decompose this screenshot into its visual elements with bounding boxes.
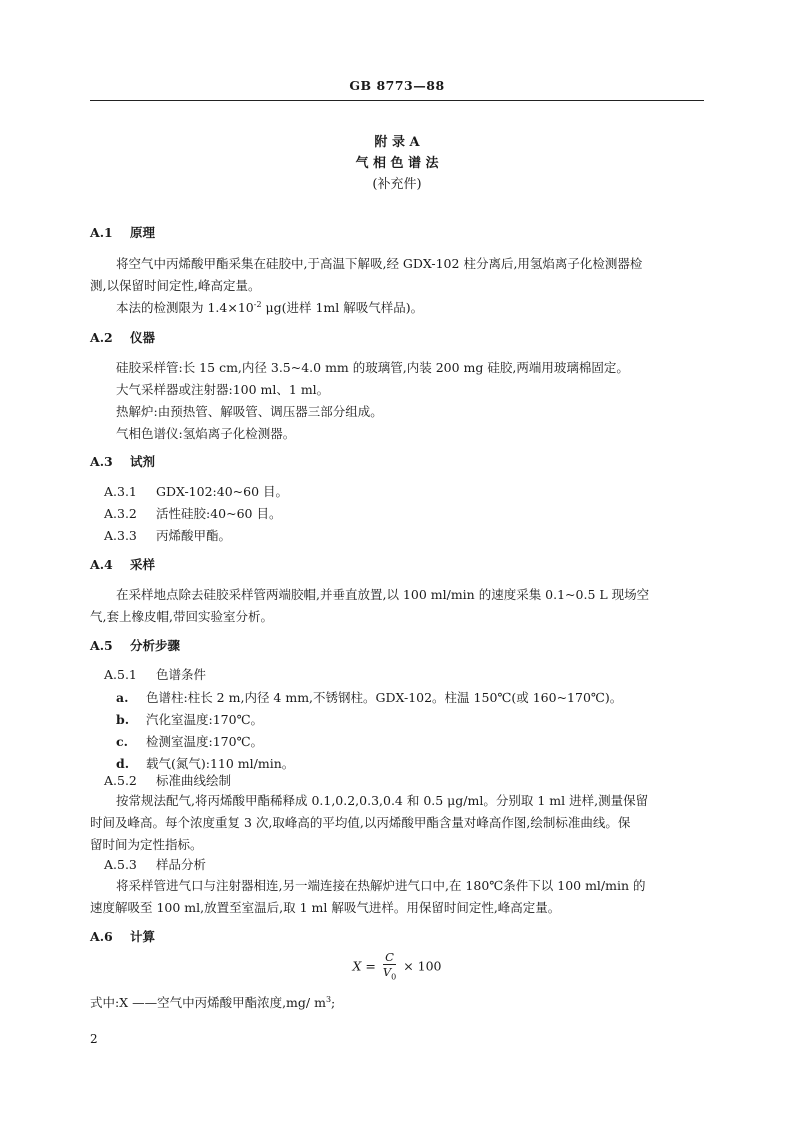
document-header: GB 8773—88: [349, 78, 445, 93]
reagent-item: [104, 526, 231, 544]
section-title: 采样: [130, 557, 156, 572]
formula-fraction: [383, 950, 396, 984]
a1-paragraph-line2: 测,以保留时间定性,峰高定量。: [90, 278, 261, 293]
reagent-number: A.3.3: [104, 528, 137, 543]
a5-2-paragraph-line3: 留时间为定性指标。: [90, 837, 203, 852]
condition-item: [116, 710, 263, 728]
formula-denominator: [383, 965, 396, 984]
instrument-line: 大气采样器或注射器:100 ml、1 ml。: [116, 382, 330, 397]
section-number: A.4: [90, 557, 113, 572]
where-text: 式中:X ——空气中丙烯酸甲酯浓度,mg/ m: [90, 995, 326, 1010]
detection-limit-exponent: -2: [253, 299, 262, 309]
subsection-title: 色谱条件: [156, 667, 207, 682]
instrument-line: 气相色谱仪:氢焰离子化检测器。: [116, 426, 296, 441]
section-number: A.6: [90, 929, 113, 944]
section-title: 仪器: [130, 330, 156, 345]
a5-3-paragraph-line2: 速度解吸至 100 ml,放置至室温后,取 1 ml 解吸气进样。用保留时间定性,峰高定量。: [90, 900, 561, 915]
a4-paragraph-line1: 在采样地点除去硅胶采样管两端胶帽,并垂直放置,以 100 ml/min 的速度采集 0.1~0.5 L 现场空: [116, 587, 650, 602]
supplement-note: (补充件): [372, 177, 422, 192]
formula-rhs: × 100: [403, 958, 442, 974]
section-a5-heading: [90, 636, 180, 654]
item-text: 汽化室温度:170℃。: [146, 712, 264, 727]
denominator-subscript: 0: [391, 972, 397, 982]
a5-2-paragraph-line2: 时间及峰高。每个浓度重复 3 次,取峰高的平均值,以丙烯酸甲酯含量对峰高作图,绘制标准曲线。保: [90, 815, 631, 830]
section-a3-heading: [90, 452, 155, 470]
subsection-number: A.5.3: [104, 857, 137, 872]
reagent-text: 活性硅胶:40~60 目。: [156, 506, 282, 521]
item-marker: a.: [116, 690, 129, 705]
method-title: 气 相 色 谱 法: [355, 156, 439, 171]
where-exponent: 3: [325, 994, 332, 1004]
denominator-symbol: V: [382, 965, 392, 979]
reagent-item: [104, 504, 281, 522]
formula-where-clause: [90, 993, 335, 1011]
item-text: 载气(氮气):110 ml/min。: [146, 756, 295, 771]
subsection-a5-2-heading: [104, 771, 231, 789]
subsection-a5-1-heading: [104, 665, 206, 683]
formula-lhs: X =: [352, 958, 376, 974]
reagent-number: A.3.1: [104, 484, 137, 499]
subsection-number: A.5.2: [104, 773, 137, 788]
condition-item: [116, 732, 263, 750]
section-a1-heading: [90, 223, 155, 241]
subsection-title: 标准曲线绘制: [156, 773, 232, 788]
subsection-title: 样品分析: [156, 857, 207, 872]
a1-detection-limit: [116, 298, 423, 316]
a5-2-paragraph-line1: 按常规法配气,将丙烯酸甲酯稀释成 0.1,0.2,0.3,0.4 和 0.5 μg/ml。分别取 1 ml 进样,测量保留: [116, 793, 649, 808]
item-marker: d.: [116, 756, 130, 771]
detection-limit-text: 本法的检测限为 1.4×10: [116, 300, 254, 315]
reagent-text: 丙烯酸甲酯。: [156, 528, 232, 543]
appendix-title: 附 录 A: [374, 135, 420, 150]
item-text: 色谱柱:柱长 2 m,内径 4 mm,不锈钢柱。GDX-102。柱温 150℃(或 160~170℃)。: [146, 690, 623, 705]
reagent-text: GDX-102:40~60 目。: [156, 484, 289, 499]
instrument-line: 硅胶采样管:长 15 cm,内径 3.5~4.0 mm 的玻璃管,内装 200 mg 硅胶,两端用玻璃棉固定。: [116, 360, 629, 375]
section-title: 分析步骤: [130, 638, 181, 653]
reagent-item: [104, 482, 288, 500]
a4-paragraph-line2: 气,套上橡皮帽,带回实验室分析。: [90, 609, 273, 624]
page-number: 2: [90, 1032, 98, 1046]
a1-paragraph-line1: 将空气中丙烯酸甲酯采集在硅胶中,于高温下解吸,经 GDX-102 柱分离后,用氢焰离子化检测器检: [116, 256, 643, 271]
section-title: 计算: [130, 929, 156, 944]
section-number: A.5: [90, 638, 113, 653]
section-a2-heading: [90, 328, 155, 346]
a5-3-paragraph-line1: 将采样管进气口与注射器相连,另一端连接在热解炉进气口中,在 180℃条件下以 100 ml/min 的: [116, 878, 646, 893]
section-number: A.1: [90, 225, 113, 240]
where-suffix: ;: [331, 995, 336, 1010]
section-title: 试剂: [130, 454, 156, 469]
instrument-line: 热解炉:由预热管、解吸管、调压器三部分组成。: [116, 404, 383, 419]
section-title: 原理: [130, 225, 156, 240]
condition-item: [116, 754, 294, 772]
reagent-number: A.3.2: [104, 506, 137, 521]
section-number: A.3: [90, 454, 113, 469]
condition-item: [116, 688, 622, 706]
formula-numerator: C: [383, 950, 396, 965]
item-text: 检测室温度:170℃。: [146, 734, 264, 749]
subsection-number: A.5.1: [104, 667, 137, 682]
section-a6-heading: [90, 927, 155, 945]
header-rule: [90, 100, 704, 101]
calculation-formula: [0, 950, 794, 986]
subsection-a5-3-heading: [104, 855, 206, 873]
section-a4-heading: [90, 555, 155, 573]
item-marker: b.: [116, 712, 130, 727]
section-number: A.2: [90, 330, 113, 345]
item-marker: c.: [116, 734, 128, 749]
detection-limit-suffix: μg(进样 1ml 解吸气样品)。: [261, 300, 424, 315]
